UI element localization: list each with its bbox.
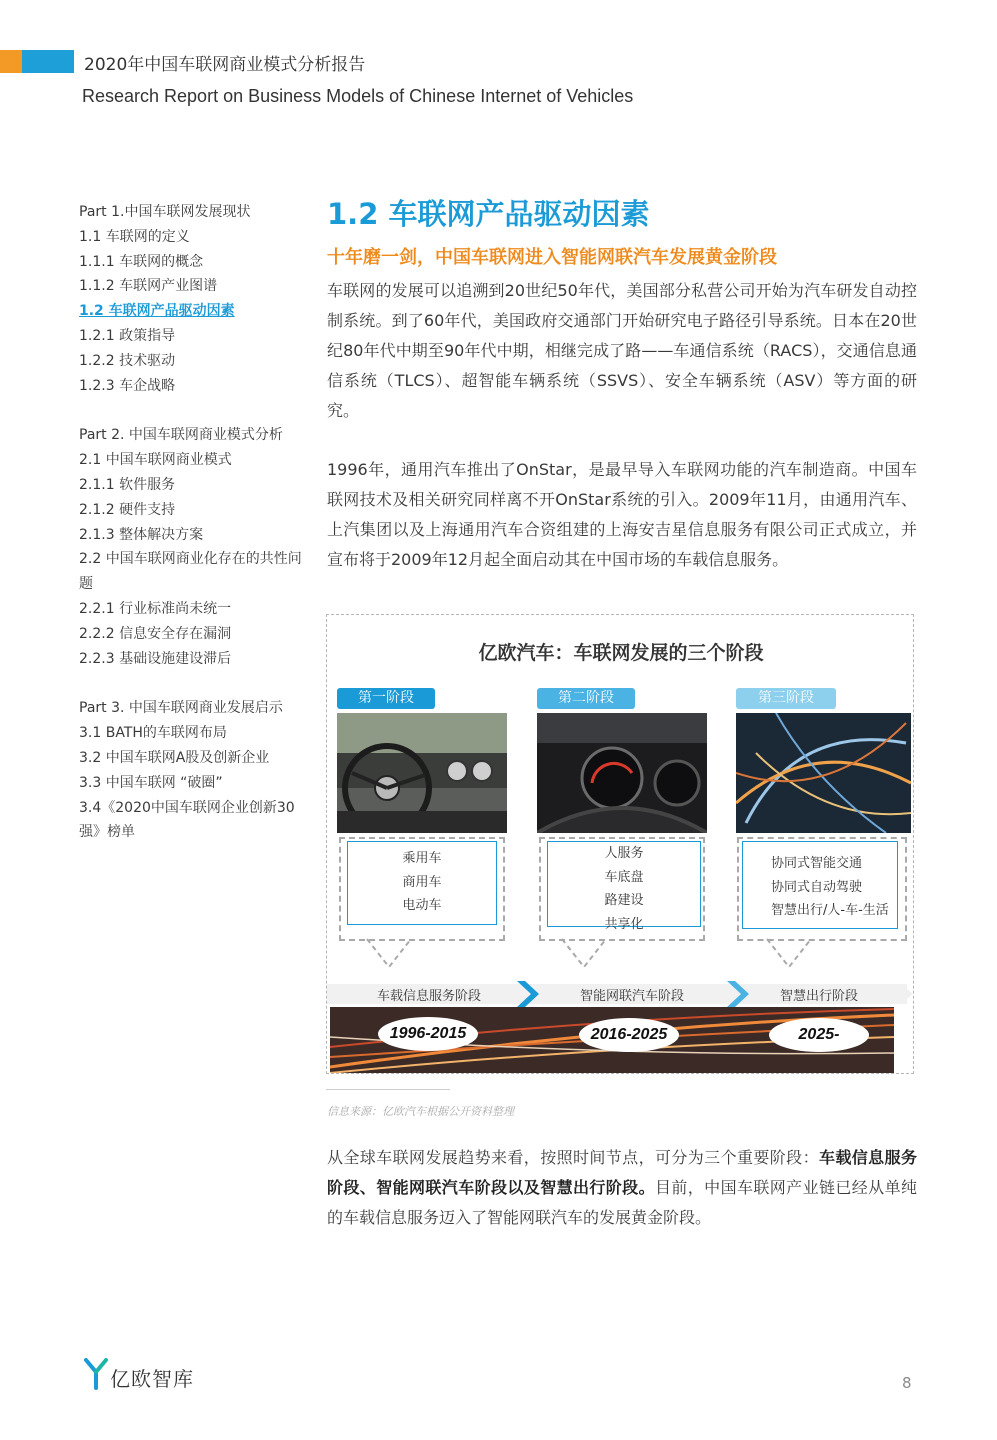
stage-item: 人服务	[604, 846, 644, 861]
para3-text: 从全球车联网发展趋势来看，按照时间节点，可分为三个重要阶段：	[327, 1148, 819, 1167]
para3-text: 目前，中国车联网产业链已经从单纯的车载信息服务迈入了智能网联汽车的发展黄金阶段。	[327, 1178, 917, 1227]
toc-item[interactable]: Part 2. 中国车联网商业模式分析	[79, 427, 283, 444]
stage-item: 路建设	[604, 893, 644, 908]
para3-bold: 车载信息服务阶段、智能网联汽车阶段以及智慧出行阶段。	[327, 1148, 917, 1197]
stage-2-box	[539, 837, 705, 941]
toc-item[interactable]: 1.1.1 车联网的概念	[79, 253, 204, 270]
vintage-dashboard-image	[337, 713, 507, 833]
logo-text: 亿欧智库	[110, 1367, 194, 1391]
toc-item[interactable]: 2.1 中国车联网商业模式	[79, 452, 232, 469]
yiou-logo-icon	[84, 1358, 110, 1390]
report-title-cn: 2020年中国车联网商业模式分析报告	[84, 55, 366, 75]
toc-item[interactable]: 1.2.3 车企战略	[79, 377, 176, 394]
toc-item[interactable]: 1.1 车联网的定义	[79, 228, 190, 245]
toc-item[interactable]: 2.1.1 软件服务	[79, 476, 176, 493]
phase-2-name: 智能网联汽车阶段	[580, 989, 685, 1004]
page-number: 8	[902, 1374, 912, 1392]
stages-figure	[326, 614, 914, 1074]
stage-item: 协同式自动驾驶	[771, 879, 863, 895]
toc-spacer	[79, 398, 304, 423]
phase-1-name: 车载信息服务阶段	[377, 989, 482, 1004]
stage-1-years: 1996-2015	[378, 1017, 478, 1051]
stage-item: 车底盘	[604, 869, 644, 885]
header-accent-orange	[0, 50, 22, 73]
paragraph-stages	[327, 1143, 917, 1233]
toc-spacer	[79, 671, 304, 696]
toc-item[interactable]: 2.2.3 基础设施建设滞后	[79, 650, 232, 667]
toc-item[interactable]: 3.1 BATH的车联网布局	[79, 725, 227, 742]
stage-2-items	[547, 841, 701, 932]
toc-item[interactable]: 3.4《2020中国车联网企业创新30强》榜单	[79, 799, 295, 841]
toc-item[interactable]: 3.2 中国车联网A股及创新企业	[79, 749, 270, 766]
stage-3-photo	[736, 713, 911, 833]
stage-2-photo	[537, 713, 707, 833]
report-title-en: Research Report on Business Models of Chinese Internet of Vehicles	[82, 86, 634, 106]
stage-1-box	[339, 837, 505, 941]
stage-1-photo	[337, 713, 507, 833]
smart-traffic-image	[736, 713, 911, 833]
modern-dashboard-image	[537, 713, 707, 833]
section-title: 1.2 车联网产品驱动因素	[327, 197, 650, 231]
toc-item[interactable]: 1.1.2 车联网产业图谱	[79, 278, 218, 295]
paragraph-onstar: 1996年，通用汽车推出了OnStar，是最早导入车联网功能的汽车制造商。中国车联网技术及相关研究同样离不开OnStar系统的引入。2009年11月，由通用汽车、上汽集团以及上海通用汽车合资组建的上海安吉星信息服务有限公司正式成立，并宣布将于2009年12月起全面启动其在中国市场的车载信息服务。	[327, 460, 917, 569]
stage-2-label: 第二阶段	[537, 688, 635, 709]
toc-item[interactable]: 2.1.3 整体解决方案	[79, 526, 204, 543]
stage-1-label: 第一阶段	[337, 688, 435, 709]
paragraph-history: 车联网的发展可以追溯到20世纪50年代，美国部分私营公司开始为汽车研发自动控制系统。到了60年代，美国政府交通部门开始研究电子路径引导系统。日本在20世纪80年代中期至90年代中期，相继完成了路——车通信系统（RACS），交通信息通信系统（TLCS）、超智能车辆系统（SSVS）、安全车辆系统（ASV）等方面的研究。	[327, 281, 917, 420]
stage-3-label: 第三阶段	[736, 688, 836, 709]
toc-item[interactable]: 3.3 中国车联网 “破圈”	[79, 774, 223, 791]
figure-source: 信息来源：亿欧汽车根据公开资料整理	[327, 1105, 514, 1118]
header-accent-blue	[22, 50, 74, 73]
table-of-contents	[79, 200, 304, 845]
stage-3-years: 2025-	[769, 1018, 869, 1052]
stage-3-box	[737, 837, 907, 941]
stage-item: 共享化	[604, 916, 644, 932]
stage-item: 电动车	[402, 898, 442, 913]
toc-item[interactable]: Part 1.中国车联网发展现状	[79, 204, 251, 220]
toc-item-active[interactable]: 1.2 车联网产品驱动因素	[79, 303, 235, 320]
stage-3-items	[742, 841, 898, 929]
figure-title: 亿欧汽车：车联网发展的三个阶段	[478, 642, 764, 664]
stage-item: 智慧出行/人-车-生活	[771, 903, 889, 918]
stage-1-items	[347, 841, 497, 925]
toc-item[interactable]: 2.2 中国车联网商业化存在的共性问题	[79, 551, 302, 593]
toc-item[interactable]: 2.1.2 硬件支持	[79, 501, 176, 518]
stage-item: 乘用车	[402, 851, 442, 866]
toc-item[interactable]: 1.2.2 技术驱动	[79, 352, 176, 369]
stage-item: 商用车	[402, 874, 442, 890]
stage-2-years: 2016-2025	[579, 1018, 679, 1052]
pointer-triangles	[327, 937, 915, 973]
toc-item[interactable]: Part 3. 中国车联网商业发展启示	[79, 700, 283, 717]
toc-item[interactable]: 1.2.1 政策指导	[79, 327, 176, 344]
phase-3-name: 智慧出行阶段	[780, 989, 859, 1004]
stage-item: 协同式智能交通	[771, 856, 863, 871]
source-divider	[326, 1089, 450, 1090]
section-subtitle: 十年磨一剑，中国车联网进入智能网联汽车发展黄金阶段	[327, 247, 777, 268]
toc-item[interactable]: 2.2.1 行业标准尚未统一	[79, 600, 232, 617]
toc-item[interactable]: 2.2.2 信息安全存在漏洞	[79, 625, 232, 642]
